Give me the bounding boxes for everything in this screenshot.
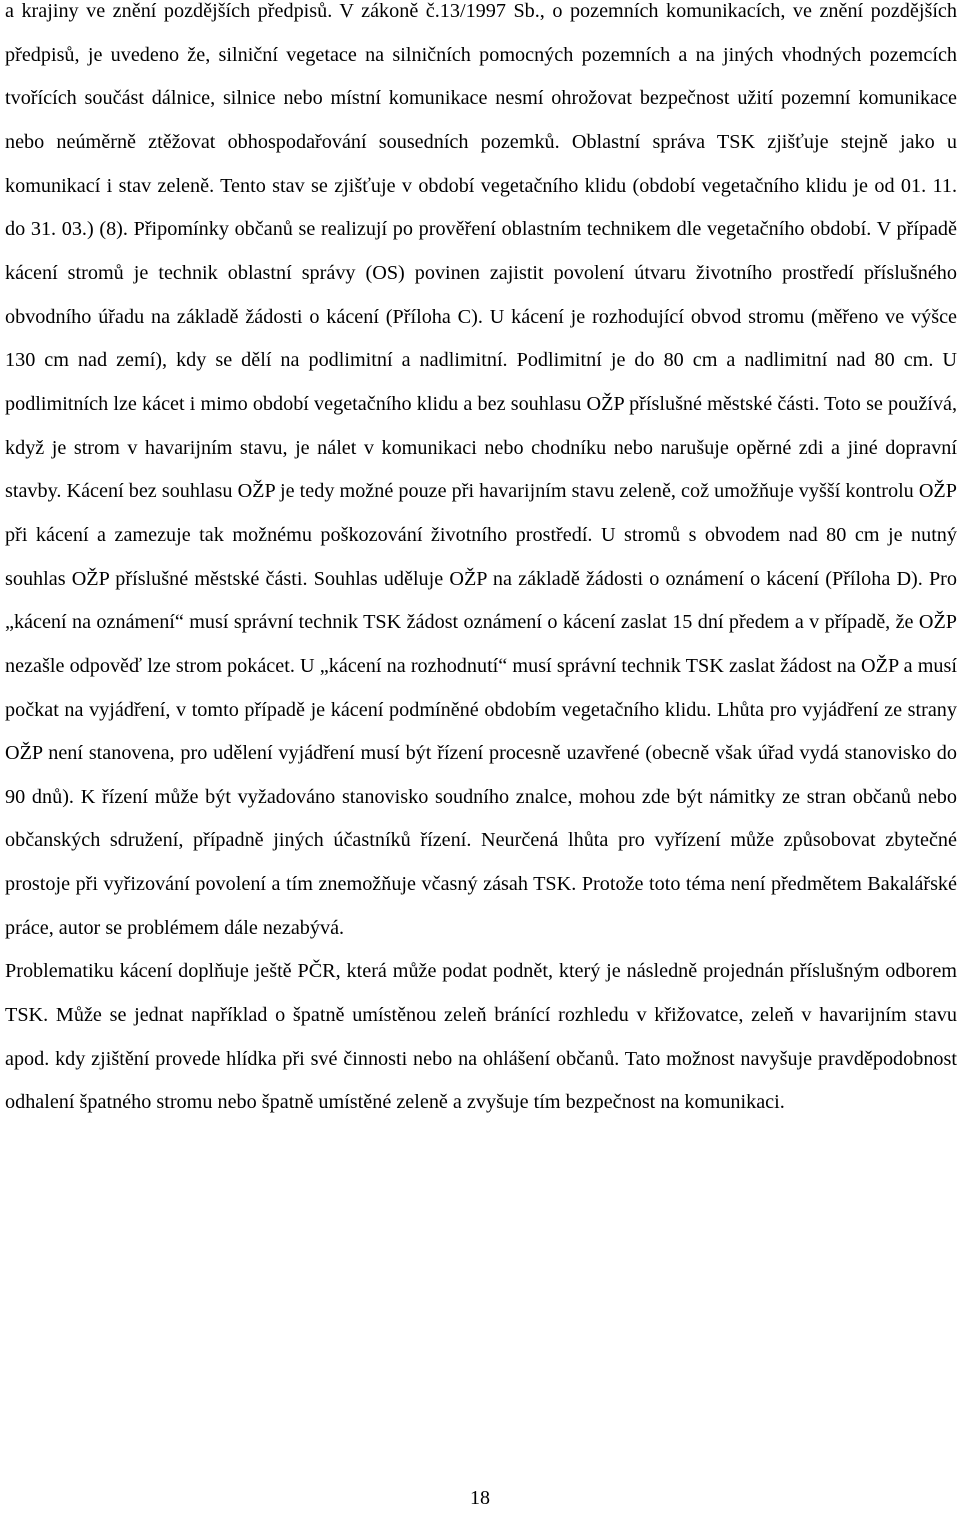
paragraph-police-reports: Problematiku kácení doplňuje ještě PČR, která může podat podnět, který je následně projednán příslušným odborem TSK. Může se jednat například o špatně umístěnou zeleň bránící rozhledu v křižovatce, zeleň v havarijním stavu apod. kdy zjištění provede hlídka při své činnosti nebo na ohlášení občanů. Tato možnost navyšuje pravděpodobnost odhalení špatného stromu nebo špatně umístěné zeleně a zvyšuje tím bezpečnost na komunikaci. <box>5 960 957 1114</box>
page-number: 18 <box>470 1487 490 1509</box>
paragraph-tree-felling: a krajiny ve znění pozdějších předpisů. V zákoně č.13/1997 Sb., o pozemních komunikacích, ve znění pozdějších předpisů, je uvedeno že, silniční vegetace na silničních pomocných pozemních a na jiných vhodných pozemcích tvořících součást dálnice, silnice nebo místní komunikace nesmí ohrožovat bezpečnost užití pozemní komunikace nebo neúměrně ztěžovat obhospodařování sousedních pozemků. Oblastní správa TSK zjišťuje stejně jako u komunikací i stav zeleně. Tento stav se zjišťuje v období vegetačního klidu (období vegetačního klidu je od 01. 11. do 31. 03.) (8). Připomínky občanů se realizují po prověření oblastním technikem dle vegetačního období. V případě kácení stromů je technik oblastní správy (OS) povinen zajistit povolení útvaru životního prostředí příslušného obvodního úřadu na základě žádosti o kácení (Příloha C). U kácení je rozhodující obvod stromu (měřeno ve výšce 130 cm nad zemí), kdy se dělí na podlimitní a nadlimitní. Podlimitní je do 80 cm a nadlimitní nad 80 cm. U podlimitních lze kácet i mimo období vegetačního klidu a bez souhlasu OŽP příslušné městské části. Toto se používá, když je strom v havarijním stavu, je nálet v komunikaci nebo chodníku nebo narušuje opěrné zdi a jiné dopravní stavby. Kácení bez souhlasu OŽP je tedy možné pouze při havarijním stavu zeleně, což umožňuje vyšší kontrolu OŽP při kácení a zamezuje tak možnému poškozování životního prostředí. U stromů s obvodem nad 80 cm je nutný souhlas OŽP příslušné městské části. Souhlas uděluje OŽP na základě žádosti o oznámení o kácení (Příloha D). Pro „kácení na oznámení“ musí správní technik TSK žádost oznámení o kácení zaslat 15 dní předem a v případě, že OŽP nezašle odpověď lze strom pokácet. U „kácení na rozhodnutí“ musí správní technik TSK zaslat žádost na OŽP a musí počkat na vyjádření, v tomto případě je kácení podmíněné obdobím vegetačního klidu. Lhůta pro vyjádření ze strany OŽP není stanovena, pro udělení vyjádření musí být řízení procesně uzavřené (obecně však úřad vydá stanovisko do 90 dnů). K řízení může být vyžadováno stanovisko soudního znalce, mohou zde být námitky ze stran občanů nebo občanských sdružení, případně jiných účastníků řízení. Neurčená lhůta pro vyřízení může způsobovat zbytečné prostoje při vyřizování povolení a tím znemožňuje včasný zásah TSK. Protože toto téma není předmětem Bakalářské práce, autor se problémem dále nezabývá. <box>5 0 957 939</box>
document-page <box>5 0 957 1125</box>
